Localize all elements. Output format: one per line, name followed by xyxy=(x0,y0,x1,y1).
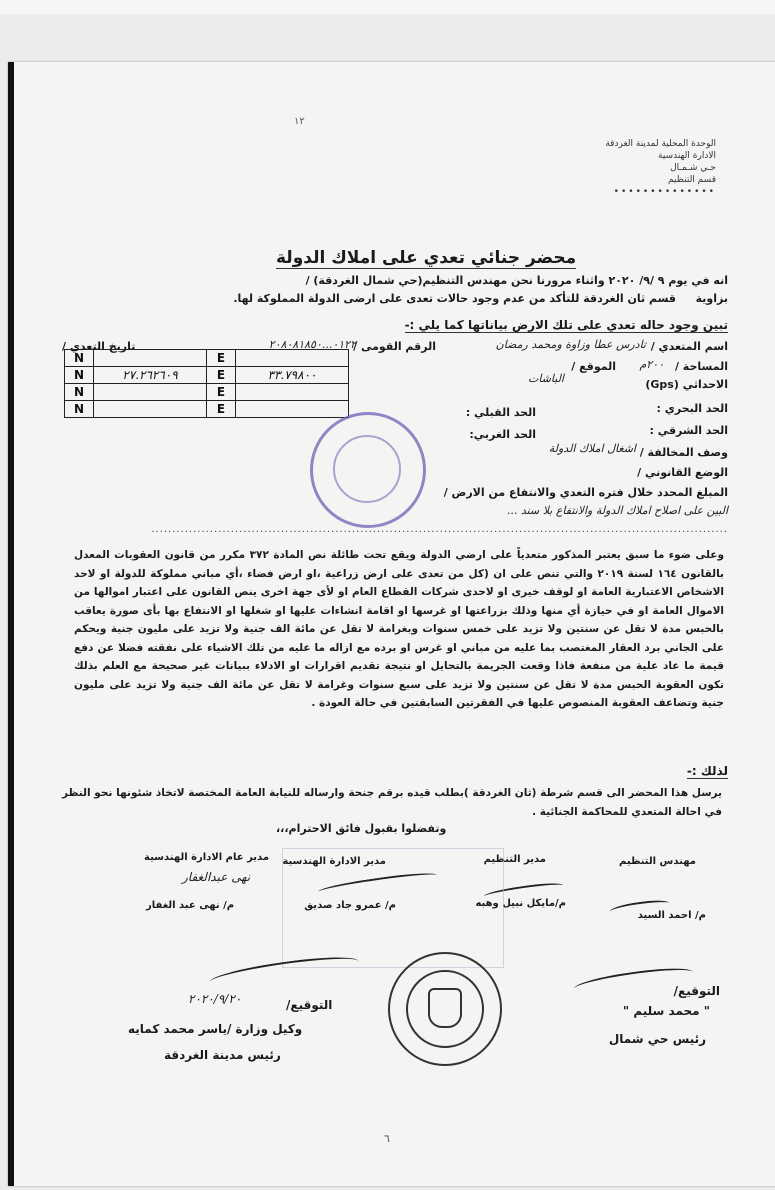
location-label: الموقع / xyxy=(571,360,616,373)
sig-1-title: مهندس التنظيم xyxy=(619,856,696,867)
org-line-1: الوحدة المحلية لمدينة الغردقة xyxy=(605,139,716,149)
intro-label-zawya: بزاوية xyxy=(695,292,728,305)
right-title: رئيس حي شمال xyxy=(608,1032,706,1046)
west-label: الحد الغربي: xyxy=(469,428,536,441)
left-date: ٢٠٢٠/٩/٢٠ xyxy=(188,992,242,1006)
violator-value: تادرس عطا وزاوة ومحمد رمضان xyxy=(495,338,646,351)
east-label: الحد الشرقي : xyxy=(649,424,728,437)
coord-e-value: ٣٣.٧٩٨٠٠ xyxy=(236,367,349,384)
sig-1-name: م/ احمد السيد xyxy=(637,910,706,921)
area-label: المساحة / xyxy=(674,360,728,373)
coord-row xyxy=(65,367,349,384)
closing-text: وتفضلوا بقبول فائق الاحترام،،، xyxy=(276,822,447,835)
handwritten-signature-text: نهى عبدالغفار xyxy=(182,870,251,884)
coord-n-value xyxy=(94,350,207,367)
sig-4-name: م/ نهى عبد الغفار xyxy=(146,900,235,911)
coord-e-value xyxy=(236,401,349,418)
right-signature-scribble xyxy=(573,964,696,1008)
coord-n-label: N xyxy=(65,367,94,384)
coord-n-label: N xyxy=(65,350,94,367)
gps-label: الاحداثي (Gps) xyxy=(645,378,728,391)
date-label: تاريخ التعدي / xyxy=(62,340,136,353)
amount-value: البين على اصلاح املاك الدولة والانتفاع بلا سند ... xyxy=(506,504,728,517)
coordinates-table xyxy=(64,349,349,418)
right-sig-label: التوقيع/ xyxy=(673,984,720,998)
viewer-top-bar xyxy=(0,0,775,14)
intro-line-2: قسم ثان الغردقة للتأكد من عدم وجود حالات تعدى على ارضى الدولة المملوكة لها. xyxy=(233,292,676,305)
sig-3-title: مدير الادارة الهندسية xyxy=(282,856,386,867)
left-title: رئيس مدينة الغردقة xyxy=(164,1048,281,1062)
national-id-label: الرقم القومى / xyxy=(353,340,436,353)
sig-4-title: مدير عام الادارة الهندسية xyxy=(144,852,270,863)
conclusion-text: يرسل هذا المحضر الى قسم شرطة (ثان الغردقة )بطلب قيده برقم جنحة وارساله للنيابة العامة المختصة لاتخاذ شئونها نحو النظر في احالة المتعدي للمحاكمة الجنائية . xyxy=(62,787,722,818)
coord-row xyxy=(65,401,349,418)
org-line-4: قسم التنظيم xyxy=(668,175,716,185)
coord-n-value: ٢٧.٢٦٢٦٠٩ xyxy=(94,367,207,384)
amount-label: المبلغ المحدد خلال فتره التعدي والانتفاع من الارض / xyxy=(443,486,728,499)
sig-2-title: مدير التنظيم xyxy=(483,854,546,865)
coord-e-label: E xyxy=(207,401,236,418)
violation-label: وصف المخالفة / xyxy=(639,446,728,459)
coord-e-value xyxy=(236,384,349,401)
legal-status-label: الوضع القانوني / xyxy=(637,466,728,479)
conclusion-heading: لذلك :- xyxy=(686,764,728,778)
coord-n-label: N xyxy=(65,384,94,401)
top-mark: ١٢ xyxy=(294,116,305,127)
coord-e-value xyxy=(236,350,349,367)
national-id-value: ٠١٢٢...٢٠٨٠٨١٨٥٠ xyxy=(268,338,356,351)
left-sig-label: التوقيع/ xyxy=(286,998,333,1012)
coord-e-label: E xyxy=(207,384,236,401)
violation-value: اشغال املاك الدولة xyxy=(548,442,636,455)
north-label: الحد البحري : xyxy=(656,402,728,415)
coord-n-label: N xyxy=(65,401,94,418)
org-line-2: الادارة الهندسية xyxy=(658,151,716,161)
org-header: الوحدة المحلية لمدينة الغردقة الادارة الهندسية حـي شـمـال قسم التنظيم •••••••••••••• xyxy=(605,139,716,197)
area-value: ٢٠٠م xyxy=(639,358,664,371)
coord-n-value xyxy=(94,384,207,401)
right-name: " محمد سليم " xyxy=(622,1004,710,1018)
intro-line-3: تبين وجود حاله تعدي على تلك الارض بياناتها كما يلي :- xyxy=(404,318,728,332)
violator-label: اسم المتعدي / xyxy=(650,340,728,353)
coord-row xyxy=(65,350,349,367)
page-number: ٦ xyxy=(384,1132,390,1145)
sig-3-name: م/ عمرو جاد صديق xyxy=(304,900,396,911)
official-seal xyxy=(388,952,502,1066)
legal-paragraph: وعلى ضوء ما سبق يعتبر المذكور متعدياً على ارضي الدولة ويقع تحت طائلة نص المادة ٣٧٢ مكرر من قانون العقوبات المعدل بالقانون ١٦٤ لسنة ٢٠١٩ والتي تنص على ان (كل من تعدى على ارض زراعية ،او ارض فضاء ،أي مباني مملوكة للدولة او لاحد الاشخاص الاعتبارية العامة او لوقف خيرى او لاحدى شركات القطاع العام او لأى جهة اخرى ينص القانون على اعتبار اموالها من الاموال العامة او في حيازة أي منها وذلك بزراعتها او غرسها او اقامة انشاءات عليها او شغلها او الانتفاع بها بأى صورة يعاقب بالحبس مدة لا تقل عن سنتين ولا تزيد على خمس سنوات وبغرامة لا تقل عن مائة الف جنية ولا تزيد على مليون جنية ويحكم على الجاني برد العقار المغتصب بما عليه من مباني او غرس او برده مع ازاله ما عليه من تلك الاشياء على نفقته فضلا عن دفع قيمة ما عاد علية من منفعة فاذا وقعت الجريمة بالتحايل او نتيجة تقديم اقرارات او الادلاء ببيانات غير صحيحة مع العلم بذلك تكون العقوبة الحبس مدة لا تقل عن سنتين ولا تزيد على سبع سنوات وغرامة لا تقل عن مائة الف جنية ولا تزيد على مليون جنية وتضاعف العقوبة المنصوص عليها في الفقرتين السابقتين في حالة العودة . xyxy=(74,549,724,709)
coord-e-label: E xyxy=(207,367,236,384)
south-label: الحد القبلي : xyxy=(465,406,536,419)
coord-row xyxy=(65,384,349,401)
eagle-emblem-icon xyxy=(428,988,462,1028)
org-line-3: حـي شـمـال xyxy=(670,163,716,173)
coord-e-label: E xyxy=(207,350,236,367)
sig-2-name: م/مايكل نبيل وهبه xyxy=(475,898,566,909)
left-name: وكيل وزارة /ياسر محمد كمايه xyxy=(128,1022,303,1036)
coord-n-value xyxy=(94,401,207,418)
page-title: محضر جنائي تعدي على املاك الدولة xyxy=(276,248,577,268)
intro-line-1: انه في يوم ٩ /٩/ ٢٠٢٠ واثناء مرورنا نحن مهندس التنظيم(حي شمال الغردقة) / xyxy=(305,274,728,287)
location-value: الباشات xyxy=(527,372,564,385)
faint-rect-stamp xyxy=(282,848,504,968)
official-stamp-purple xyxy=(310,412,426,528)
document-page: ١٢ الوحدة المحلية لمدينة الغردقة الادارة الهندسية حـي شـمـال قسم التنظيم •••••••••••••• محضر جنائي تعدي على املاك الدولة انه في يوم ٩ /٩/ ٢٠٢٠ واثناء مرورنا نحن مهندس التنظيم(حي شمال الغردقة) / بزاوية قسم ثان الغردقة للتأكد من عدم وجود حالات تعدى على ارضى الدولة المملوكة لها. تبين وجود حاله تعدي على تلك الارض بياناتها كما يلي :- اسم المتعدي / تادرس عطا وزاوة ومحمد رمضان الرقم القومى / ٠١٢٢...٢٠٨٠٨١٨٥٠ تاريخ التعدي / المساحة / ٢٠٠م الموقع / الباشات الاحداثي (Gps) الحد البحري : الحد القبلي : الحد الشرقي : الحد الغربي: وصف المخالفة / اشغال املاك الدولة الوضع القانوني / المبلغ المحدد خلال فتره التعدي والانتفاع من الارض / البين على اصلاح املاك الدولة والانتفاع بلا سند ... .......................................................................................................................................... N E N ٢٧.٢٦٢٦٠٩ E ٣٣.٧٩٨٠٠ N E N E وعلى ضوء ما سبق يعتبر المذكور متعدياً على ارضي الدولة ويقع تحت طائلة نص المادة ٣٧٢ مكرر من قانون العقوبات المعدل بالقانون ١٦٤ لسنة ٢٠١٩ والتي تنص على ان (كل من تعدى على ارض زراعية ،او ارض فضاء ،أي مباني مملوكة للدولة او لاحد الاشخاص الاعتبارية العامة او لوقف خيرى او لاحدى شركات القطاع العام او لأى جهة اخرى ينص القانون على اعتبار اموالها من الاموال العامة او في حيازة أي منها وذلك بزراعتها او غرسها او اقامة انشاءات عليها او شغلها او الانتفاع بها بأى صورة يعاقب بالحبس مدة لا تقل عن سنتين ولا تزيد على خمس سنوات وبغرامة لا تقل عن مائة الف جنية ولا تزيد على مليون جنية ويحكم على الجاني برد العقار المغتصب بما عليه من مباني او غرس او برده مع ازاله ما عليه من تلك الاشياء على نفقته فضلا عن دفع قيمة ما عاد علية من منفعة فاذا وقعت الجريمة بالتحايل او نتيجة تقديم اقرارات او الادلاء ببيانات غير صحيحة مع العلم بذلك تكون العقوبة الحبس مدة لا تقل عن سنتين ولا تزيد على سبع سنوات وغرامة لا تقل عن مائة الف جنية ولا تزيد على مليون جنية وتضاعف العقوبة المنصوص عليها في الفقرتين السابقتين في حالة العودة . لذلك :- يرسل هذا المحضر الى قسم شرطة (ثان الغردقة )بطلب قيده برقم جنحة وارساله للنيابة العامة المختصة لاتخاذ شئونها نحو النظر في احالة المتعدي للمحاكمة الجنائية . وتفضلوا بقبول فائق الاحترام،،، مهندس التنظيم مدير التنظيم مدير الادارة الهندسية مدير عام الادارة الهندسية نهى عبدالغفار م/ احمد السيد م/مايكل نبيل وهبه م/ عمرو جاد صديق م/ نهى عبد الغفار التوقيع/ " محمد سليم " رئيس حي شمال التوقيع/ ٢٠٢٠/٩/٢٠ وكيل وزارة /ياسر محمد كمايه رئيس مدينة الغردقة ٦ xyxy=(8,62,775,1186)
